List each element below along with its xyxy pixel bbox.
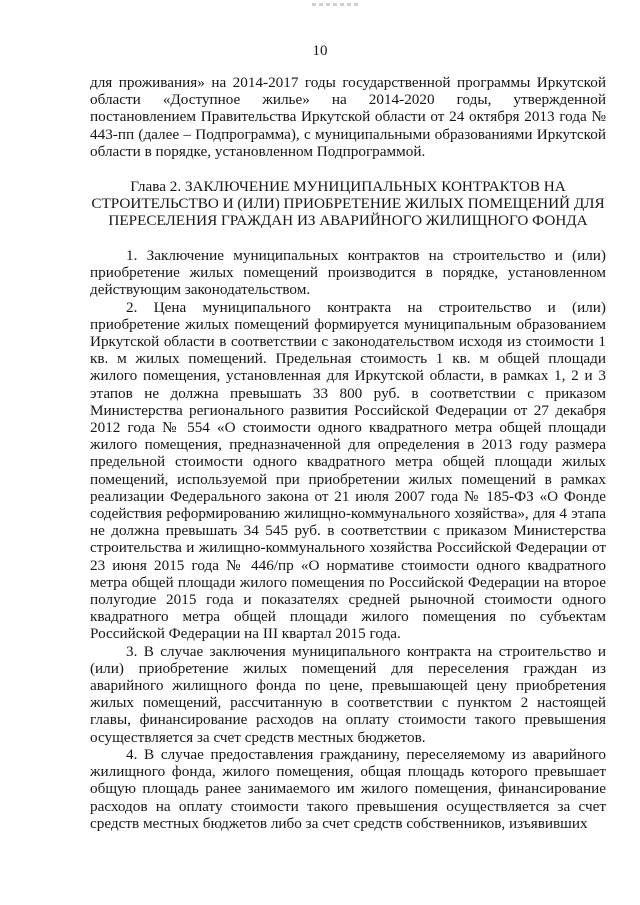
paragraph-2: 2. Цена муниципального контракта на строительство и (или) приобретение жилых помещений формируется муниципальным образованием Иркутской области в соответствии с законодательством исходя из стоимости 1 кв. м жилых помещений. Предельная стоимость 1 кв. м общей площади жилого помещения, установленная для Иркутской области, в рамках 1, 2 и 3 этапов не должна превышать 33 800 руб. в соответствии с приказом Министерства регионального развития Российской Федерации от 27 декабря 2012 года № 554 «О стоимости одного квадратного метра общей площади жилого помещения, предназначенной для определения в 2013 году размера предельной стоимости одного квадратного метра общей площади жилых помещений, используемой при приобретении жилых помещений в рамках реализации Федерального закона от 21 июля 2007 года № 185-ФЗ «О Фонде содействия реформированию жилищно-коммунального хозяйства», для 4 этапа не должна превышать 34 545 руб. в соответствии с приказом Министерства строительства и жилищно-коммунального хозяйства Российской Федерации от 23 июня 2015 года № 446/пр «О нормативе стоимости одного квадратного метра общей площади жилого помещения по Российской Федерации на второе полугодие 2015 года и показателях средней рыночной стоимости одного квадратного метра общей площади жилого помещения по субъектам Российской Федерации на III квартал 2015 года. — [90, 298, 606, 643]
continuation-paragraph — [90, 74, 606, 160]
chapter-heading: Глава 2. ЗАКЛЮЧЕНИЕ МУНИЦИПАЛЬНЫХ КОНТРАКТОВ НА СТРОИТЕЛЬСТВО И (ИЛИ) ПРИОБРЕТЕНИЕ ЖИЛЫХ ПОМЕЩЕНИЙ ДЛЯ ПЕРЕСЕЛЕНИЯ ГРАЖДАН ИЗ АВАРИЙНОГО ЖИЛИЩНОГО ФОНДА — [91, 178, 605, 230]
paragraph-1: 1. Заключение муниципальных контрактов на строительство и (или) приобретение жилых помещений производится в порядке, установленном действующим законодательством. — [90, 247, 606, 299]
paragraph-text: для проживания» на 2014-2017 годы государственной программы Иркутской области «Доступное жилье» на 2014-2020 годы, утвержденной постановлением Правительства Иркутской области от 24 октября 2013 года № 443-пп (далее – Подпрограмма), с муниципальными образованиями Иркутской области в порядке, установленном Подпрограммой. — [90, 74, 606, 160]
paragraph-4: 4. В случае предоставления гражданину, переселяемому из аварийного жилищного фонда, жилого помещения, общая площадь которого превышает общую площадь ранее занимаемого им жилого помещения, финансирование расходов на оплату стоимости такого превышения осуществляется за счет средств местных бюджетов либо за счет средств собственников, изъявивших — [90, 745, 606, 832]
paragraph-3: 3. В случае заключения муниципального контракта на строительство и (или) приобретение жилых помещений для переселения граждан из аварийного жилищного фонда по цене, превышающей цену приобретения жилых помещений, рассчитанную в соответствии с пунктом 2 настоящей главы, финансирование расходов на оплату стоимости такого превышения осуществляется за счет средств местных бюджетов. — [90, 642, 606, 746]
scan-artifact — [312, 3, 358, 6]
page-number: 10 — [312, 43, 328, 59]
chapter-body — [90, 247, 606, 832]
